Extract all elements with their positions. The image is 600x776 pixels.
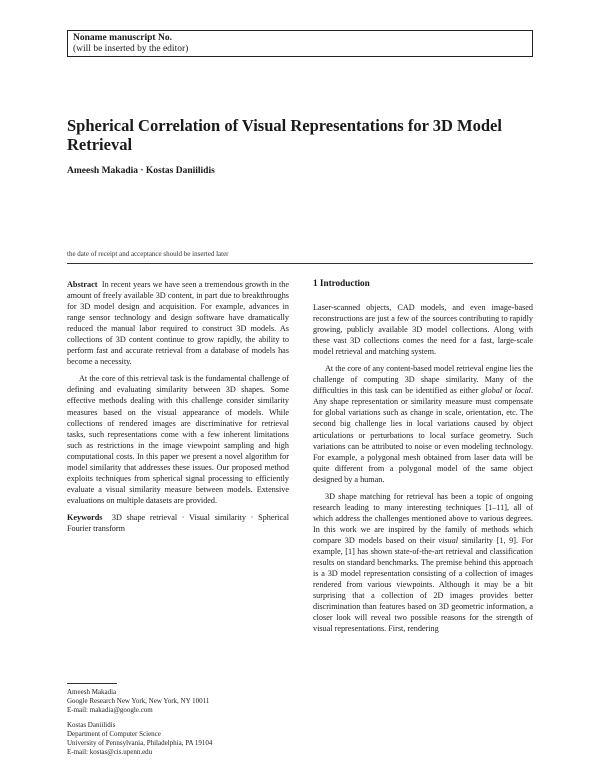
- intro-paragraph-2: [313, 363, 533, 485]
- abstract-paragraph-2: At the core of this retrieval task is the fundamental challenge of defining and evaluating similarity between 3D shapes. Some effective methods dealing with this challenge consider similarity measures based on the visual appearance of models. While collections of rendered images are discriminative for retrieval tasks, such representations come with a few inherent limitations such as restrictions in the image viewpoint sampling and high computational costs. In this paper we present a novel algorithm for model similarity that addresses these issues. Our proposed method exploits techniques from spherical signal processing to efficiently evaluate a visual similarity measure between models. Extensive evaluations on multiple datasets are provided.: [67, 374, 289, 505]
- keywords-label: Keywords: [67, 512, 103, 522]
- affiliation-1-name: Ameesh Makadia: [67, 688, 117, 696]
- intro-p2-or: or: [502, 386, 515, 396]
- abstract-label: Abstract: [67, 280, 98, 289]
- affiliation-2-name: Kostas Daniilidis: [67, 721, 116, 729]
- section-heading-introduction: 1 Introduction: [313, 278, 370, 288]
- keywords-text: 3D shape retrieval · Visual similarity · Spherical Fourier transform: [67, 512, 289, 533]
- intro-p2-global: global: [481, 386, 503, 396]
- left-column: [67, 279, 289, 534]
- affiliation-2-org: University of Pennsylvania, Philadelphia, PA 19104: [67, 739, 213, 747]
- author-list: Ameesh Makadia · Kostas Daniilidis: [67, 166, 215, 176]
- paper-title: Spherical Correlation of Visual Representations for 3D Model Retrieval: [67, 116, 502, 154]
- receipt-note: the date of receipt and acceptance should be inserted later: [67, 250, 229, 258]
- affiliation-1-org: Google Research New York, New York, NY 10011: [67, 697, 210, 705]
- right-column: [313, 279, 533, 634]
- affiliation-2-email: E-mail: kostas@cis.upenn.edu: [67, 748, 153, 756]
- keywords: [67, 512, 289, 534]
- intro-p2-text-b: . Any shape representation or similarity measure must compensate for global variations such as change in scale, orientation, etc. The second big challenge lies in local variations caused by object articulations or perturbations to local surface geometry. Such variations can be attributed to noise or even modeling technology. For example, a polygonal mesh obtained from laser data will be quite different from a polygonal model of the same object designed by a human.: [313, 386, 533, 484]
- header-divider: [67, 263, 533, 264]
- intro-p3-visual: visual: [438, 535, 458, 545]
- intro-p2-local: local: [514, 386, 531, 396]
- editor-note: (will be inserted by the editor): [73, 44, 189, 54]
- affiliation-1-email: E-mail: makadia@google.com: [67, 706, 153, 714]
- intro-p3-text-b: similarity [1, 9]. For example, [1] has shown state-of-the-art retrieval and classification results on standard benchmarks. The premise behind this approach is a 3D model representation consisting of a collection of images rendered from various viewpoints. Although it may be a bit surprising that a collection of 2D images provides better discrimination than features based on 3D geometric information, a closer look will reveal two possible reasons for the strength of visual representations. First, rendering: [313, 535, 533, 634]
- manuscript-header-box: [67, 30, 533, 57]
- manuscript-number: Noname manuscript No.: [73, 33, 172, 43]
- affiliation-1: [67, 688, 289, 715]
- intro-paragraph-1: Laser-scanned objects, CAD models, and even image-based reconstructions are just a few of the sources contributing to rapidly growing, publicly available 3D model collections. Along with these vast 3D collections comes the need for a fast, large-scale model retrieval and matching system.: [313, 303, 533, 357]
- affiliation-2: [67, 721, 289, 757]
- intro-p2-text-a: At the core of any content-based model retrieval engine lies the challenge of computing 3D shape similarity. Many of the difficulties in this task can be identified as either: [313, 364, 533, 396]
- abstract-paragraph-1: [67, 279, 289, 367]
- footnote-divider: [67, 683, 117, 684]
- abstract-text-1: In recent years we have seen a tremendous growth in the amount of freely available 3D content, in part due to breakthroughs for 3D model design and acquisition. For example, advances in range sensor technology and design software have dramatically reduced the manual labor required to construct 3D models. As collections of 3D content continue to grow rapidly, the ability to perform fast and accurate retrieval from a database of models has become a necessity.: [67, 280, 290, 367]
- affiliation-2-dept: Department of Computer Science: [67, 730, 161, 738]
- intro-p3-text-a: 3D shape matching for retrieval has been a topic of ongoing research leading to many interesting techniques [1–11], all of which address the challenges mentioned above to various degrees. In this work we are inspired by the family of methods which compare 3D models based on their: [313, 491, 533, 545]
- intro-paragraph-3: [313, 491, 533, 635]
